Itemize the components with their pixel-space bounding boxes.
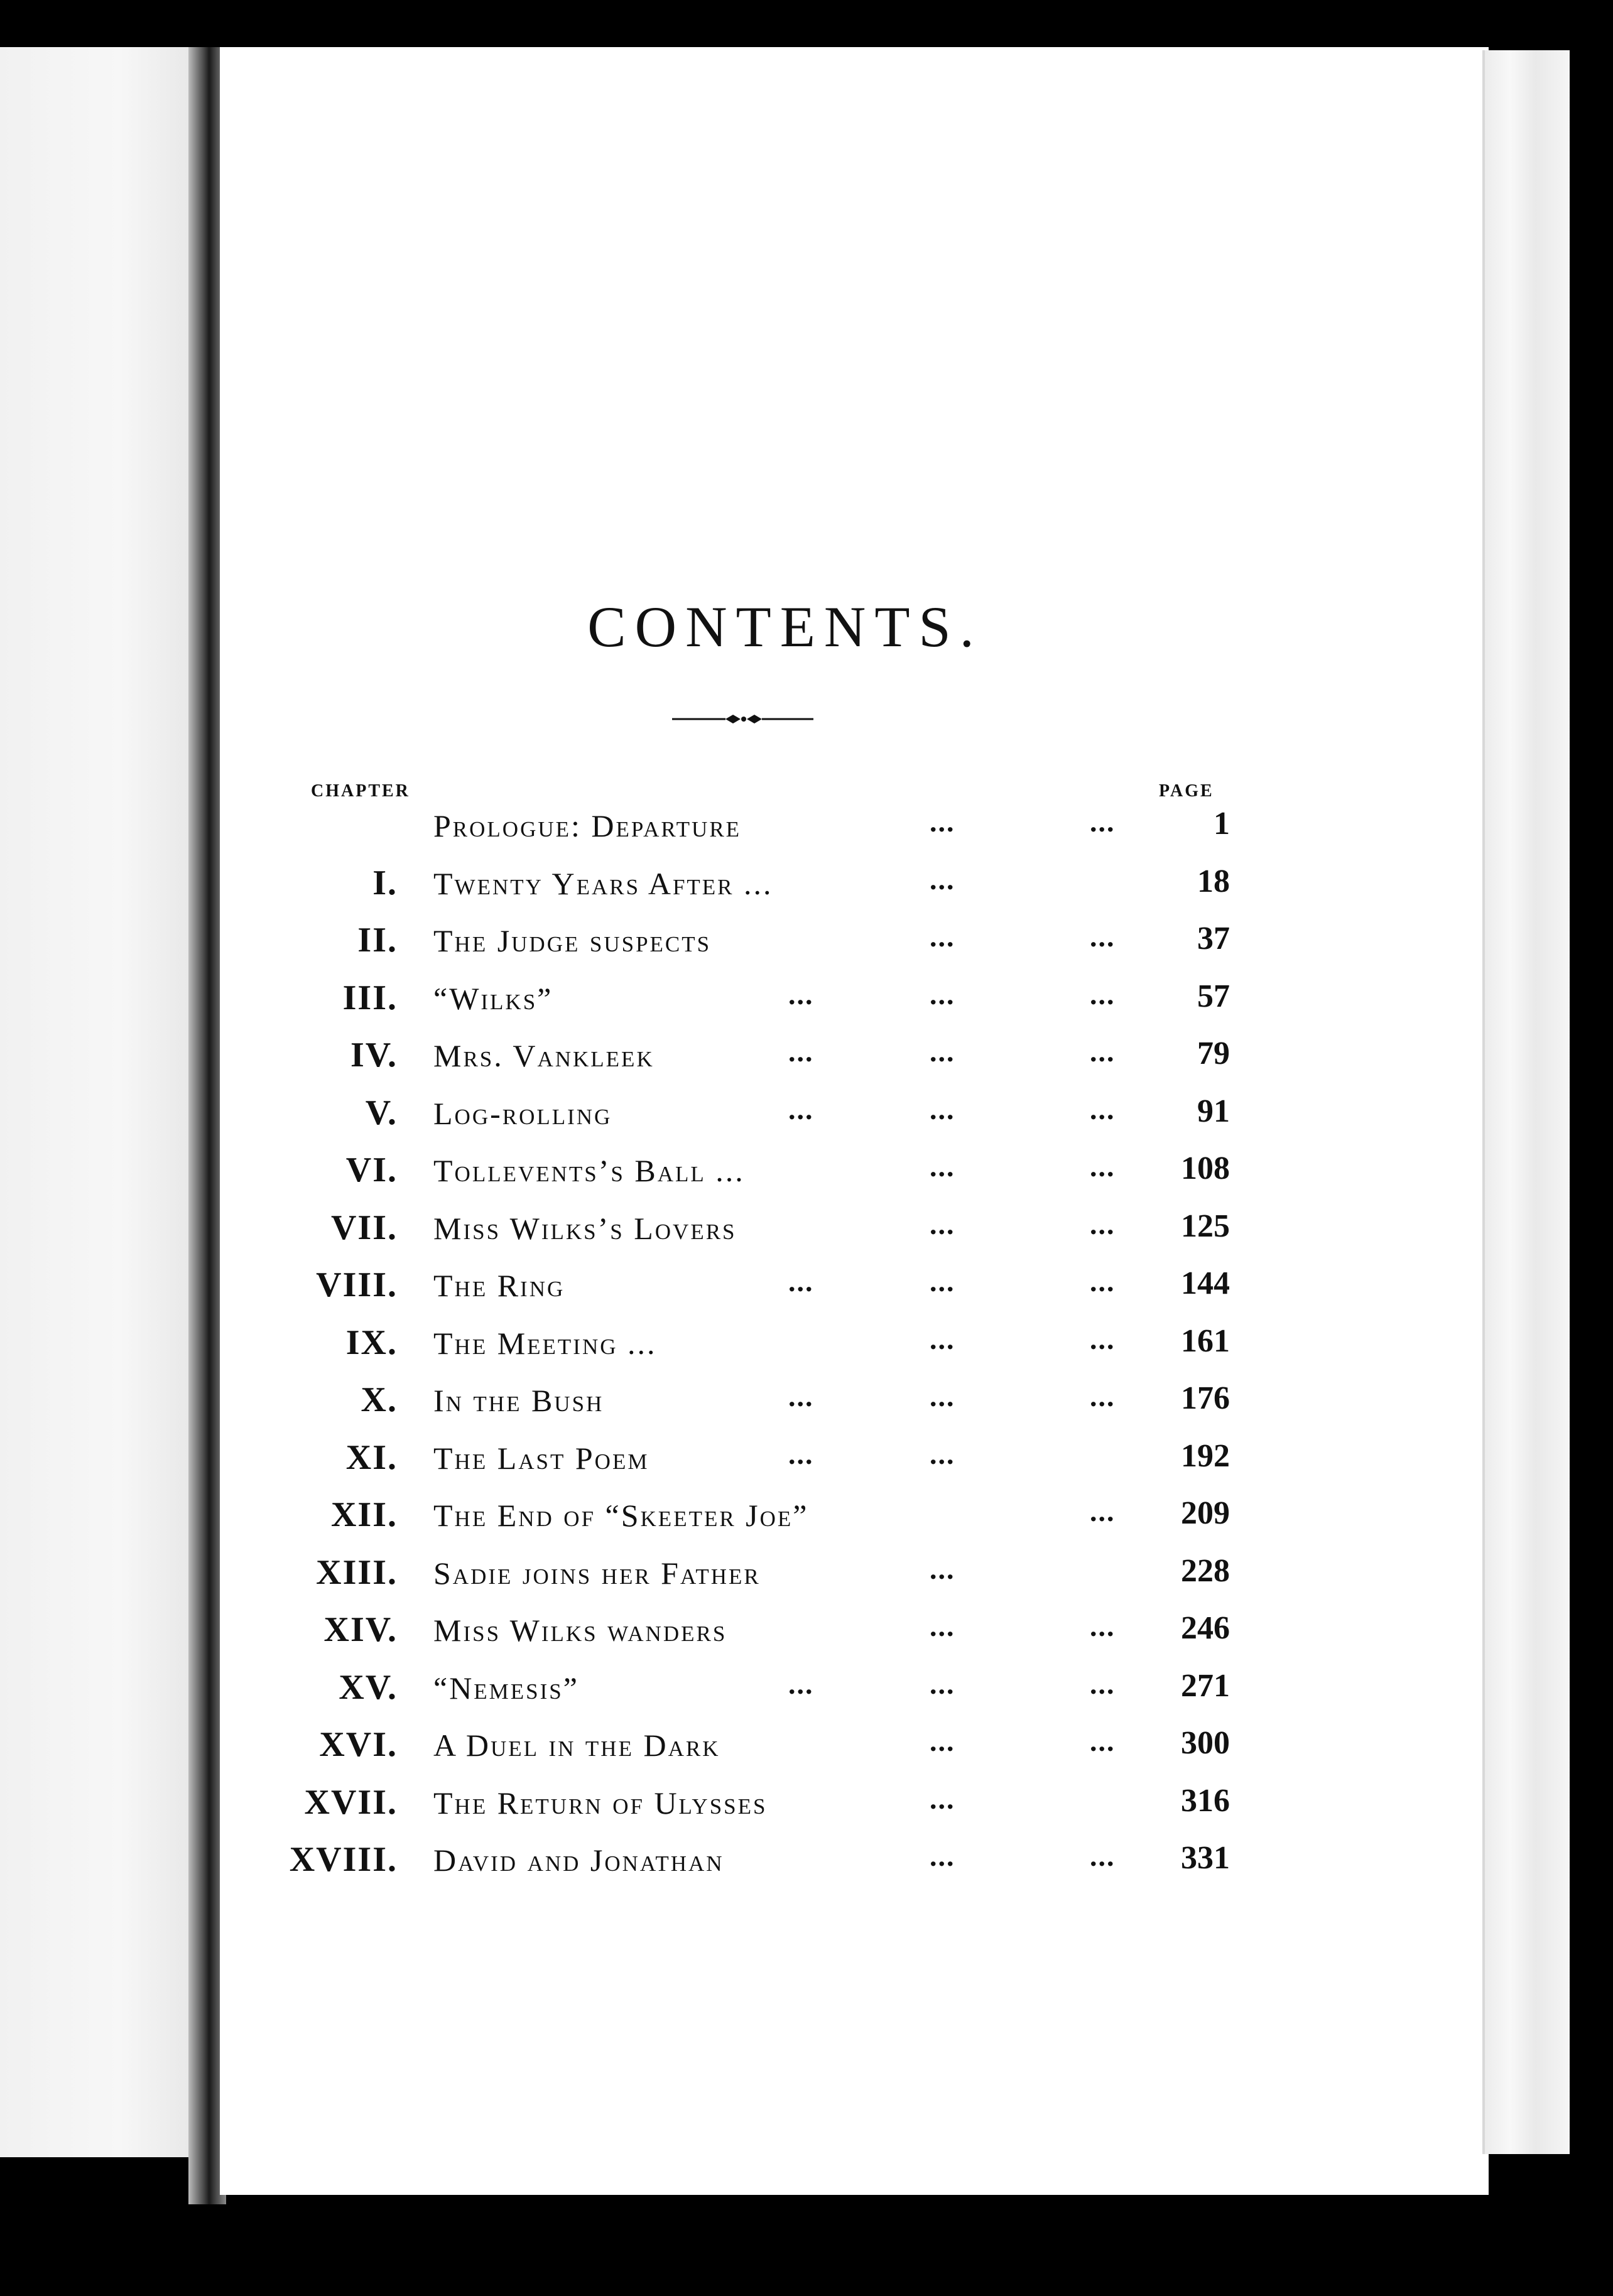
dot-leader: ...	[930, 1667, 955, 1700]
chapter-title: In the Bush	[433, 1383, 604, 1418]
page-number: 144	[1181, 1265, 1230, 1301]
chapter-number: IV.	[350, 1036, 398, 1075]
page-column-header: PAGE	[1159, 781, 1214, 801]
dot-leader: ...	[930, 863, 955, 896]
chapter-number: XVIII.	[289, 1840, 398, 1879]
page-number: 246	[1181, 1610, 1230, 1646]
dot-leader: ...	[788, 1380, 814, 1412]
chapter-number: III.	[342, 978, 398, 1017]
toc-entry	[0, 1667, 1613, 1718]
chapter-number: XI.	[345, 1438, 398, 1477]
page-number: 176	[1181, 1380, 1230, 1416]
chapter-title: The Return of Ulysses	[433, 1785, 768, 1821]
chapter-title: The Judge suspects	[433, 923, 712, 958]
chapter-title: David and Jonathan	[433, 1843, 724, 1878]
dot-leader: ...	[930, 1380, 955, 1412]
dot-leader: ...	[930, 1782, 955, 1815]
chapter-title: Miss Wilks’s Lovers	[433, 1210, 737, 1246]
chapter-number: XIII.	[316, 1552, 398, 1592]
chapter-number: XVI.	[319, 1725, 398, 1764]
dot-leader: ...	[930, 1610, 955, 1642]
chapter-title: The Ring	[433, 1268, 565, 1303]
chapter-number: VI.	[345, 1151, 398, 1189]
contents-heading: CONTENTS.	[587, 595, 983, 659]
chapter-number: XIV.	[323, 1610, 398, 1649]
chapter-title: Prologue: Departure	[433, 808, 742, 843]
dot-leader: ...	[788, 1036, 814, 1068]
chapter-number: XV.	[339, 1667, 398, 1707]
toc-entry	[0, 1839, 1613, 1890]
toc-entry	[0, 1438, 1613, 1488]
chapter-title: A Duel in the Dark	[433, 1728, 720, 1763]
page-number: 271	[1181, 1667, 1230, 1704]
page-number: 331	[1181, 1840, 1230, 1876]
dot-leader: ...	[930, 1438, 955, 1470]
toc-entry	[0, 805, 1613, 855]
chapter-number: IX.	[345, 1323, 398, 1362]
dot-leader: ...	[788, 978, 814, 1010]
chapter-title: The End of “Skeeter Joe”	[433, 1498, 809, 1533]
toc-entry	[0, 1495, 1613, 1545]
page-number: 161	[1181, 1323, 1230, 1359]
toc-entry	[0, 863, 1613, 913]
dot-leader: ...	[1090, 806, 1116, 838]
toc-entry	[0, 1208, 1613, 1258]
chapter-title: Twenty Years After ...	[433, 865, 773, 901]
dot-leader: ...	[788, 1667, 814, 1700]
dot-leader: ...	[1090, 1380, 1116, 1412]
toc-entry	[0, 1323, 1613, 1373]
chapter-title: Sadie joins her Father	[433, 1555, 761, 1591]
dot-leader: ...	[1090, 1495, 1116, 1527]
dot-leader: ...	[1090, 978, 1116, 1010]
dot-leader: ...	[1090, 1323, 1116, 1355]
toc-entry	[0, 1035, 1613, 1085]
dot-leader: ...	[930, 978, 955, 1010]
dot-leader: ...	[930, 1208, 955, 1240]
chapter-number: XII.	[330, 1495, 398, 1534]
toc-entry	[0, 1150, 1613, 1200]
dot-leader: ...	[930, 1840, 955, 1872]
chapter-title: Log-rolling	[433, 1095, 612, 1131]
dot-leader: ...	[930, 1552, 955, 1585]
dot-leader: ...	[788, 1093, 814, 1125]
page-number: 37	[1197, 921, 1230, 956]
dot-leader: ...	[1090, 1208, 1116, 1240]
page-number: 91	[1197, 1093, 1230, 1129]
page-number: 316	[1181, 1782, 1230, 1819]
chapter-number: V.	[365, 1093, 398, 1132]
dot-leader: ...	[930, 1093, 955, 1125]
dot-leader: ...	[1090, 1036, 1116, 1068]
page-number: 125	[1181, 1208, 1230, 1244]
chapter-number: I.	[372, 863, 398, 902]
chapter-title: The Last Poem	[433, 1440, 649, 1476]
chapter-title: Miss Wilks wanders	[433, 1613, 727, 1648]
toc-entry	[0, 1610, 1613, 1660]
chapter-number: VIII.	[316, 1265, 398, 1304]
toc-entry	[0, 1782, 1613, 1833]
dot-leader: ...	[1090, 1610, 1116, 1642]
page-number: 300	[1181, 1725, 1230, 1761]
chapter-title: Mrs. Vankleek	[433, 1038, 654, 1073]
chapter-title: “Wilks”	[433, 980, 553, 1016]
page-number: 192	[1181, 1438, 1230, 1474]
chapter-number: X.	[361, 1380, 398, 1419]
dot-leader: ...	[930, 1323, 955, 1355]
chapter-title: “Nemesis”	[433, 1670, 579, 1706]
dot-leader: ...	[788, 1265, 814, 1297]
page-number: 228	[1181, 1552, 1230, 1589]
dot-leader: ...	[930, 1265, 955, 1297]
toc-entry	[0, 1093, 1613, 1143]
dot-leader: ...	[1090, 1151, 1116, 1183]
page-number: 108	[1181, 1151, 1230, 1186]
dot-leader: ...	[1090, 921, 1116, 953]
toc-entry	[0, 1380, 1613, 1430]
toc-entry	[0, 920, 1613, 970]
page-number: 57	[1197, 978, 1230, 1014]
dot-leader: ...	[930, 921, 955, 953]
dot-leader: ...	[930, 1151, 955, 1183]
chapter-column-header: CHAPTER	[311, 781, 410, 801]
dot-leader: ...	[1090, 1093, 1116, 1125]
page-number: 1	[1214, 806, 1230, 842]
page-number: 79	[1197, 1036, 1230, 1071]
dot-leader: ...	[930, 1725, 955, 1757]
dot-leader: ...	[1090, 1840, 1116, 1872]
dot-leader: ...	[1090, 1667, 1116, 1700]
page-number: 18	[1197, 863, 1230, 899]
dot-leader: ...	[1090, 1725, 1116, 1757]
chapter-number: II.	[357, 921, 398, 960]
toc-entry	[0, 1725, 1613, 1775]
dot-leader: ...	[788, 1438, 814, 1470]
chapter-title: The Meeting ...	[433, 1325, 657, 1361]
toc-entry	[0, 1265, 1613, 1315]
dot-leader: ...	[930, 1036, 955, 1068]
chapter-number: XVII.	[304, 1782, 398, 1822]
toc-entry	[0, 978, 1613, 1028]
page-number: 209	[1181, 1495, 1230, 1531]
dot-leader: ...	[1090, 1265, 1116, 1297]
ornament-divider	[672, 710, 813, 728]
chapter-number: VII.	[330, 1208, 398, 1247]
toc-entry	[0, 1552, 1613, 1603]
chapter-title: Tollevents’s Ball ...	[433, 1153, 745, 1188]
dot-leader: ...	[930, 806, 955, 838]
